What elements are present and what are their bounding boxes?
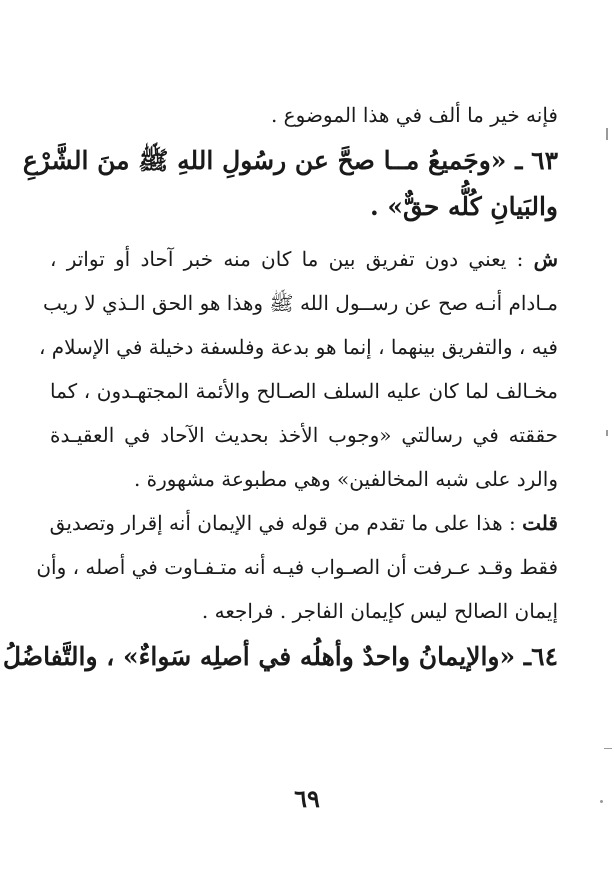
sh-label: ش	[533, 247, 558, 271]
page-body	[2, 100, 558, 686]
sh-paragraph-line-2: مـادام أنـه صح عن رســول الله ﷺ وهذا هو الحق الـذي لا ريب	[42, 291, 558, 315]
margin-mark	[606, 128, 608, 140]
margin-mark	[604, 748, 612, 749]
qult-paragraph-line-1	[50, 508, 558, 552]
qult-label: قلت	[522, 511, 558, 535]
paragraph-gap	[50, 236, 558, 244]
page-number: ٦٩	[294, 784, 320, 813]
heading-63-line-1: ٦٣ ـ «وجَميعُ مــا صحَّ عن رسُولِ اللهِ ﷺ منَ الشَّرْعِ	[22, 146, 558, 175]
sh-paragraph-line-6: والرد على شبه المخالفين» وهي مطبوعة مشهورة .	[133, 467, 558, 491]
sh-paragraph-line-3: فيه ، والتفريق بينهما ، إنما هو بدعة وفلسفة دخيلة في الإسلام ،	[38, 335, 558, 359]
sh-paragraph-line-4: مخـالف لما كان عليه السلف الصـالح والأئمة المجتهـدون ، كما	[50, 379, 558, 403]
margin-mark	[606, 430, 608, 436]
text-line: فإنه خير ما ألف في هذا الموضوع .	[270, 103, 558, 127]
margin-mark	[600, 800, 603, 803]
qult-line-1-text: : هذا على ما تقدم من قوله في الإيمان أنه إقرار وتصديق	[49, 511, 516, 535]
sh-paragraph-line-1	[50, 244, 558, 288]
sh-paragraph-line-5: حققته في رسالتي «وجوب الأخذ بحديث الآحاد في العقيـدة	[50, 423, 558, 447]
sh-line-1-text: : يعني دون تفريق بين ما كان منه خبر آحاد أو تواتر ،	[50, 247, 524, 271]
heading-64: ٦٤ـ «والإيمانُ واحدٌ وأهلُه في أصلِه سَواءٌ» ، والتَّفاضُلُ	[2, 642, 558, 671]
heading-63-line-2: والبَيانِ كُلُّه حقٌّ» .	[369, 192, 558, 221]
qult-paragraph-line-2: فقط وقـد عـرفت أن الصـواب فيـه أنه متـفـاوت في أصله ، وأن	[36, 555, 558, 579]
qult-paragraph-line-3: إيمان الصالح ليس كإيمان الفاجر . فراجعه .	[201, 599, 558, 623]
